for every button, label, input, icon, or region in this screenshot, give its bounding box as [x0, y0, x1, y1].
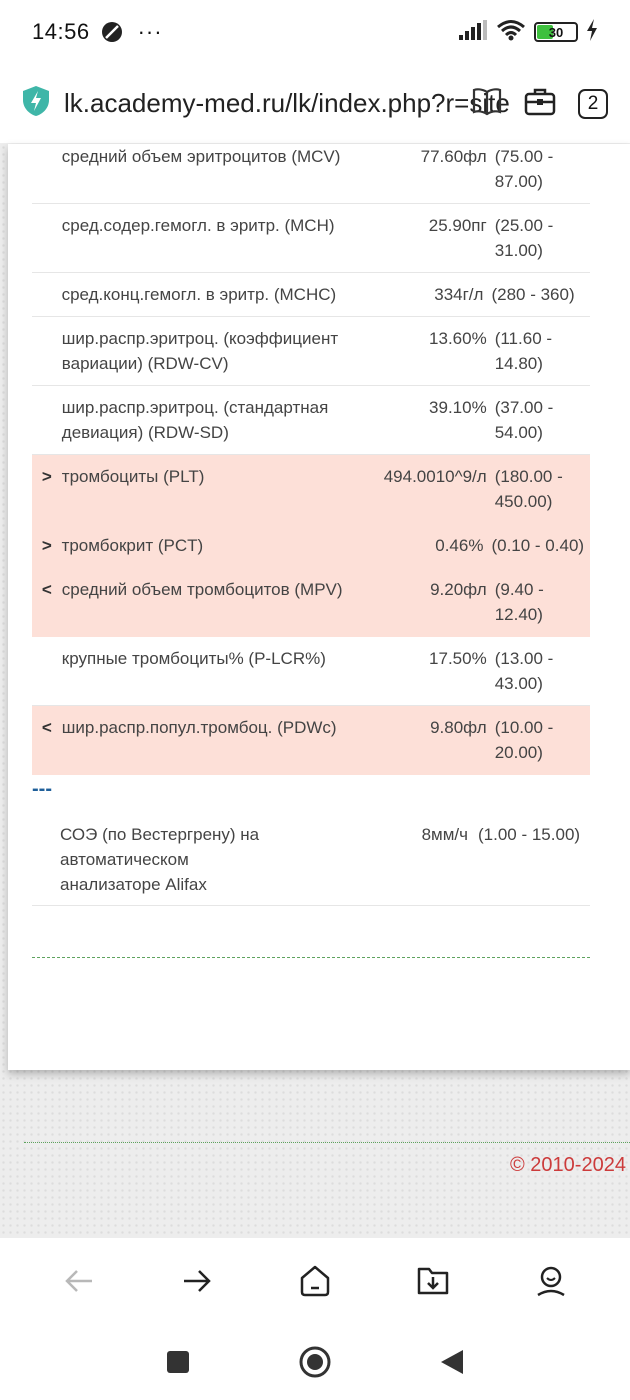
table-row	[32, 317, 590, 386]
result-name: сред.содер.гемогл. в эритр. (MCH)	[61, 216, 335, 235]
result-ref: (0.10 - 0.40)	[491, 536, 585, 555]
result-flag: <	[41, 580, 52, 599]
result-value: 0.46%	[435, 536, 484, 555]
address-bar	[0, 64, 630, 144]
dashed-divider	[32, 957, 590, 958]
reader-mode-icon[interactable]	[472, 87, 502, 120]
result-flag: >	[41, 536, 52, 555]
table-row	[32, 637, 590, 706]
result-name: сред.конц.гемогл. в эритр. (MCHC)	[61, 285, 337, 304]
result-value: 334г/л	[434, 285, 484, 304]
signal-icon	[458, 20, 488, 45]
result-ref: (280 - 360)	[491, 285, 575, 304]
result-flag	[32, 395, 62, 445]
tabs-button[interactable]: 2	[578, 89, 608, 119]
result-name: тромбокрит (PCT)	[61, 536, 204, 555]
table-row	[32, 386, 590, 455]
home-icon[interactable]	[293, 1259, 337, 1303]
result-flag	[32, 282, 62, 307]
result-flag: <	[41, 718, 52, 737]
section-separator: ---	[32, 778, 52, 800]
browser-toolbar	[0, 1238, 630, 1324]
home-button-icon[interactable]	[293, 1340, 337, 1384]
result-ref: (13.00 - 43.00)	[494, 649, 554, 693]
footer-divider	[24, 1142, 630, 1143]
profile-icon[interactable]	[529, 1259, 573, 1303]
table-row-abnormal	[32, 568, 590, 637]
esr-value: 8мм/ч	[421, 825, 468, 844]
battery-icon	[534, 22, 578, 42]
result-value: 77.60фл	[420, 147, 487, 166]
forward-arrow-icon[interactable]	[175, 1259, 219, 1303]
toolbox-icon[interactable]	[524, 86, 556, 121]
table-row	[32, 273, 590, 317]
status-time: 14:56	[32, 19, 90, 44]
result-name: шир.распр.попул.тромбоц. (PDWc)	[61, 718, 337, 737]
result-value: 13.60%	[429, 329, 487, 348]
status-bar	[0, 0, 630, 64]
result-ref: (9.40 - 12.40)	[494, 580, 544, 624]
back-arrow-icon[interactable]	[57, 1259, 101, 1303]
table-row-abnormal	[32, 706, 590, 775]
table-row-abnormal	[32, 455, 590, 524]
result-flag	[32, 646, 62, 696]
result-name: шир.распр.эритроц. (стандартная девиация) (RDW-SD)	[61, 398, 329, 442]
result-name: шир.распр.эритроц. (коэффициент вариации) (RDW-CV)	[61, 329, 339, 373]
esr-row	[32, 822, 590, 906]
esr-ref: (1.00 - 15.00)	[478, 825, 581, 844]
result-ref: (25.00 - 31.00)	[494, 216, 554, 260]
downloads-icon[interactable]	[411, 1259, 455, 1303]
url-field[interactable]: lk.academy-med.ru/lk/index.php?r=site	[64, 88, 510, 118]
result-value: 17.50%	[429, 649, 487, 668]
result-ref: (75.00 - 87.00)	[494, 147, 554, 191]
result-value: 9.20фл	[430, 580, 487, 599]
battery-level: 30	[548, 24, 564, 40]
recent-apps-icon[interactable]	[156, 1340, 200, 1384]
copyright-text: © 2010-2024	[510, 1154, 626, 1176]
more-notifications-icon: ···	[137, 19, 163, 44]
result-flag	[32, 326, 62, 376]
result-flag	[32, 213, 62, 263]
result-name: тромбоциты (PLT)	[61, 467, 205, 486]
result-name: средний объем эритроцитов (MCV)	[61, 147, 341, 166]
result-ref: (180.00 - 450.00)	[494, 467, 563, 511]
back-button-icon[interactable]	[430, 1340, 474, 1384]
data-saver-icon	[100, 20, 124, 44]
result-name: крупные тромбоциты% (P-LCR%)	[61, 649, 326, 668]
result-ref: (37.00 - 54.00)	[494, 398, 554, 442]
result-value: 39.10%	[429, 398, 487, 417]
results-table	[32, 144, 590, 775]
result-value: 25.90пг	[428, 216, 487, 235]
system-nav-bar	[0, 1324, 630, 1400]
result-value: 494.0010^9/л	[383, 467, 487, 486]
esr-name: СОЭ (по Вестергрену) на автоматическом анализаторе Alifax	[60, 825, 260, 894]
wifi-icon	[496, 19, 526, 46]
result-value: 9.80фл	[430, 718, 487, 737]
result-name: средний объем тромбоцитов (MPV)	[61, 580, 343, 599]
result-ref: (10.00 - 20.00)	[494, 718, 554, 762]
result-flag: >	[41, 467, 52, 486]
charging-icon	[586, 19, 598, 46]
result-ref: (11.60 - 14.80)	[494, 329, 553, 373]
secure-shield-icon[interactable]	[22, 85, 50, 122]
table-row	[32, 144, 590, 204]
table-row	[32, 204, 590, 273]
result-flag	[32, 144, 62, 194]
table-row-abnormal	[32, 524, 590, 568]
